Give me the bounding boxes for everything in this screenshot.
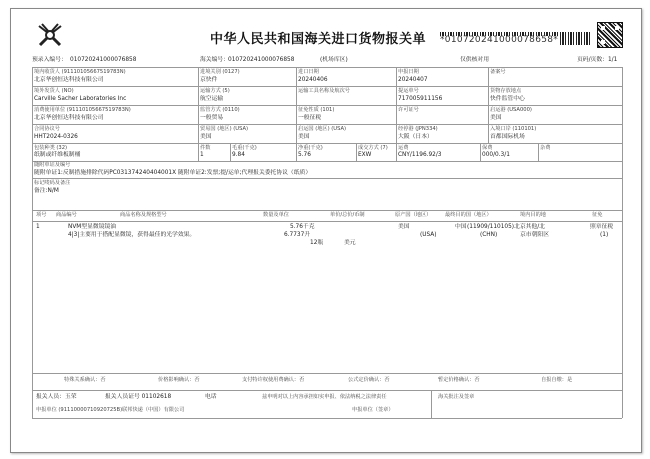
transit-label: 经停港 (JPN334) (398, 126, 438, 132)
deal-value: EXW (358, 152, 372, 158)
page-note: 页码/页数：1/1 (577, 57, 618, 63)
gross-value: 9.84 (232, 152, 245, 158)
net-value: 5.76 (298, 152, 311, 158)
customs-no-label: 海关编号： (200, 57, 229, 63)
transit-value: 大阪（日本） (398, 134, 433, 140)
consignee-value: 北京华创恒达科技有限公司 (34, 77, 104, 83)
pieces-label: 件数 (200, 145, 211, 151)
package-value: 纸制或纤维板制桶 (34, 152, 81, 158)
goods-origin-1: 美国 (398, 224, 410, 230)
goods-qty-3: 12瓶 (310, 240, 324, 246)
consumer-value: 北京华创恒达科技有限公司 (34, 115, 104, 121)
copy-note: 仅供核对用 (460, 57, 489, 63)
shipper-label: 境外发货人 (NO) (34, 88, 74, 94)
goods-currency: 美元 (344, 240, 356, 246)
contract-value: HHT2024-0326 (34, 134, 78, 140)
provisional-price: 暂定价格确认：否 (438, 377, 480, 383)
goods-origin-2: (USA) (420, 232, 437, 238)
price-impact: 价格影响确认：否 (158, 377, 200, 383)
entry-port-label: 进境关别 (0127) (200, 69, 240, 75)
royalty: 支付特许权使用费确认：否 (242, 377, 305, 383)
origin-country-value: 美国 (298, 134, 310, 140)
goods-header-no: 项号 (36, 212, 47, 218)
goods-district-1: (11909/110105)北京其他/北 (467, 224, 545, 230)
formula-price: 公式定价确认：否 (348, 377, 390, 383)
goods-header-district: 境内目的地 (520, 212, 546, 218)
insurance-value: 000/0.3/1 (482, 152, 510, 158)
goods-dest-2: (CHN) (480, 232, 498, 238)
insurance-label: 保费 (482, 145, 493, 151)
goods-dest-1: 中国 (455, 224, 467, 230)
entry-value: 首都国际机场 (490, 134, 525, 140)
package-label: 包装种类 (32) (34, 145, 68, 151)
barcode-text: *01072024100007865​8* (440, 35, 559, 45)
customs-no: 010720241000076858 (228, 57, 295, 63)
pieces-value: 1 (200, 152, 204, 158)
goods-header-levy: 征免 (592, 212, 603, 218)
goods-qty-2: 6.7737升 (284, 232, 311, 238)
self-tax: 自报自缴：是 (541, 377, 573, 383)
statement: 兹申明对以上内容承担如实申报、依法纳税之法律责任 (262, 394, 387, 400)
bill-label: 提运单号 (398, 88, 419, 94)
goods-district-2: 京市朝阳区 (520, 232, 549, 238)
goods-header-price: 单价/总价/币制 (330, 212, 365, 218)
port-value: 美国 (490, 115, 502, 121)
goods-qty-1: 5.76千克 (290, 224, 315, 230)
pre-entry-no: 010720241000076858 (70, 57, 137, 63)
port-label: 启运港 (USA000) (490, 107, 532, 113)
storage-value: 快件监管中心 (490, 96, 525, 102)
levy-value: 一般征税 (298, 115, 322, 121)
origin-country-label: 启运国 (地区) (USA) (298, 126, 347, 132)
transport-label: 运输方式 (5) (200, 88, 230, 94)
storage-label: 货物存放地点 (490, 88, 522, 94)
customs-sign-label: 海关批注及签章 (438, 394, 475, 400)
vessel-label: 运输工具名称及航次号 (298, 88, 350, 94)
consignee-label: 境内收货人 (91110105667519783N) (34, 69, 126, 75)
port-note: (机场库区) (320, 57, 348, 63)
declare-unit: 申报单位 (91110000710920725B)联邦快递（中国）有限公司 (36, 407, 185, 413)
pre-entry-label: 预录入编号： (32, 57, 67, 63)
goods-name-2: 4|3|主要用于搭配显微镜，获得最佳的光学效果。 (68, 232, 196, 238)
trade-country-value: 美国 (200, 134, 212, 140)
docs-label: 随附单证及编号 (34, 162, 71, 168)
entry-label: 入境口岸 (110101) (490, 126, 537, 132)
customs-emblem-icon (36, 21, 64, 49)
declarant-cert: 报关人员证号 01102618 (105, 394, 172, 400)
misc-label: 杂费 (540, 145, 551, 151)
phone-label: 电话 (205, 394, 217, 400)
declare-seal: 申报单位（签章） (352, 407, 394, 413)
docs-value: 随附单证1:反制措施排除代码PC031374240404001X 随附单证2:发票;提/运单;代理报关委托协议（纸质） (34, 170, 312, 176)
marks-label: 标记唛码及备注 (34, 180, 71, 186)
declare-date-value: 20240407 (398, 77, 428, 83)
goods-no: 1 (36, 224, 40, 230)
license-label: 许可证号 (398, 107, 419, 113)
marks-value: 备注:N/M (34, 188, 59, 194)
freight-label: 运费 (398, 145, 409, 151)
shipper-value: Carville Sacher Laboratories Inc (34, 96, 127, 102)
goods-levy-2: (1) (600, 232, 609, 238)
import-date-value: 20240406 (298, 77, 328, 83)
goods-name-1: NVM型显微镜镜油 (68, 224, 117, 230)
bill-value: 717005911156 (398, 96, 443, 102)
goods-header-qty: 数量及单位 (263, 212, 289, 218)
trade-country-label: 贸易国 (地区) (USA) (200, 126, 249, 132)
goods-header-code: 商品编号 (56, 212, 77, 218)
transport-value: 航空运输 (200, 96, 224, 102)
declare-date-label: 申报日期 (398, 69, 419, 75)
special-relation: 特殊关系确认：否 (64, 377, 106, 383)
goods-header-origin: 原产国（地区） (395, 212, 432, 218)
deal-label: 成交方式 (7) (358, 145, 388, 151)
page-title: 中华人民共和国海关进口货物报关单 (210, 32, 427, 47)
declarant-name: 报关人员：玉荣 (36, 394, 77, 400)
goods-header-dest: 最终目的国（地区） (445, 212, 492, 218)
net-label: 净重(千克) (298, 145, 323, 151)
supervision-value: 一般贸易 (200, 115, 224, 121)
consumer-label: 消费使用单位 (91110105667519783N) (34, 107, 131, 113)
gross-label: 毛重(千克) (232, 145, 257, 151)
qr-code-icon (597, 22, 623, 48)
import-date-label: 进口日期 (298, 69, 319, 75)
freight-value: CNY/1196.92/3 (398, 152, 442, 158)
goods-levy-1: 照章征税 (590, 224, 614, 230)
contract-label: 合同协议号 (34, 126, 60, 132)
supervision-label: 监管方式 (0110) (200, 107, 240, 113)
record-no-label: 备案号 (490, 69, 506, 75)
levy-label: 征免性质 (101) (298, 107, 335, 113)
entry-port-value: 京快件 (200, 77, 218, 83)
goods-header-name: 商品名称及规格型号 (120, 212, 167, 218)
